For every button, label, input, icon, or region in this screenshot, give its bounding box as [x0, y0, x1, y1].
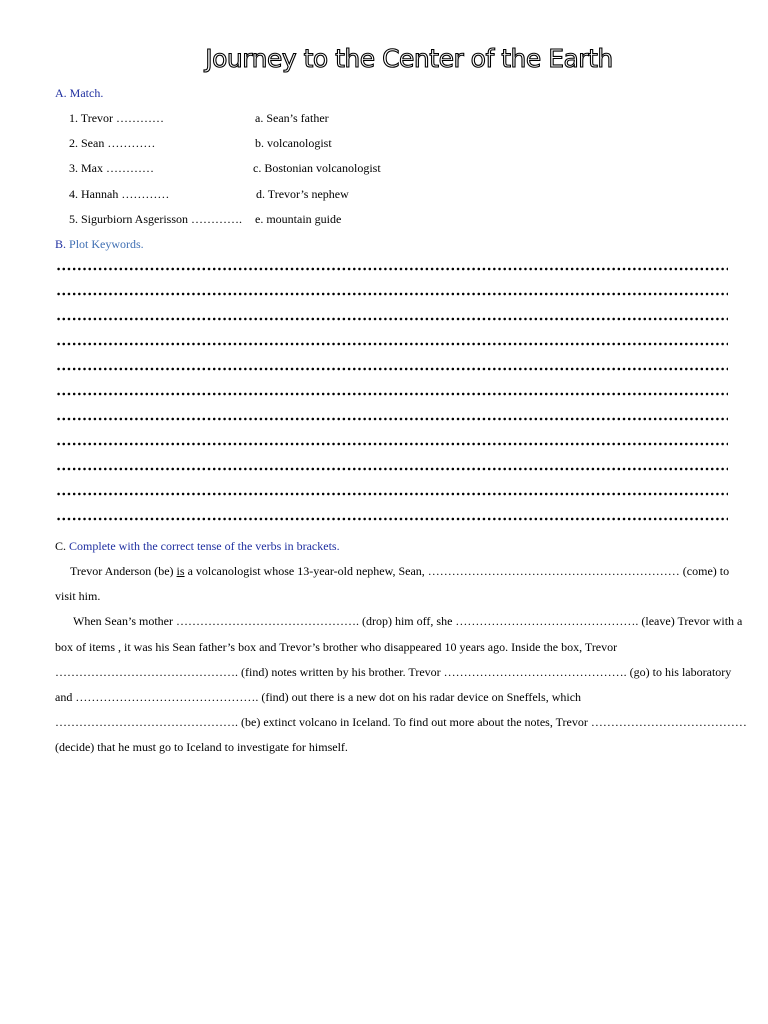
match-option-e: e. mountain guide	[255, 212, 342, 226]
answer-dotted-line[interactable]	[55, 315, 728, 323]
passage-line-2: visit him.	[55, 589, 101, 603]
match-option-a: a. Sean’s father	[255, 111, 329, 125]
section-b-heading	[55, 237, 144, 252]
match-item-3: 3. Max …………	[69, 161, 154, 175]
section-b-letter: B.	[55, 237, 67, 251]
passage-example-answer: is	[176, 564, 185, 578]
passage-text: a volcanologist whose 13-year-old nephew, Sean, ……………………………………………………… (come) to	[184, 564, 730, 578]
match-option-c: c. Bostonian volcanologist	[253, 161, 381, 175]
section-c-title: Complete with the correct tense of the verbs in brackets.	[69, 539, 340, 553]
passage-line-1	[70, 564, 730, 579]
answer-dotted-line[interactable]	[55, 515, 728, 523]
section-a-title: Match.	[69, 86, 104, 100]
passage-line-4: box of items , it was his Sean father’s box and Trevor’s brother who disappeared 10 years ago. Inside the box, Trevor	[55, 640, 618, 654]
match-item-5: 5. Sigurbiorn Asgerisson ………….	[69, 212, 243, 226]
match-item-1: 1. Trevor …………	[69, 111, 165, 125]
section-c-heading	[55, 539, 340, 554]
passage-line-7: ………………………………………. (be) extinct volcano in Iceland. To find out more about the notes, Trevor …………………………………	[55, 715, 747, 729]
passage-line-5: ………………………………………. (find) notes written by his brother. Trevor ………………………………………. (go) to his laboratory	[55, 665, 732, 679]
passage-line-6: and ………………………………………. (find) out there is a new dot on his radar device on Sneffels, which	[55, 690, 582, 704]
answer-dotted-line[interactable]	[55, 390, 728, 398]
match-option-b: b. volcanologist	[255, 136, 332, 150]
section-c-letter: C.	[55, 539, 67, 553]
answer-dotted-line[interactable]	[55, 440, 728, 448]
answer-dotted-line[interactable]	[55, 490, 728, 498]
section-b-title: Plot Keywords.	[69, 237, 144, 251]
match-item-2: 2. Sean …………	[69, 136, 156, 150]
match-option-d: d. Trevor’s nephew	[256, 187, 349, 201]
answer-dotted-line[interactable]	[55, 365, 728, 373]
passage-text: Trevor Anderson (be)	[70, 564, 177, 578]
answer-dotted-line[interactable]	[55, 465, 728, 473]
answer-dotted-line[interactable]	[55, 265, 728, 273]
answer-dotted-line[interactable]	[55, 290, 728, 298]
section-a-letter: A.	[55, 86, 67, 100]
passage-line-3: When Sean’s mother ………………………………………. (drop) him off, she ………………………………………. (leave) Trevor with a	[73, 614, 743, 628]
match-item-4: 4. Hannah …………	[69, 187, 170, 201]
page-title: Journey to the Center of the Earth	[205, 44, 613, 73]
passage-line-8: (decide) that he must go to Iceland to investigate for himself.	[55, 740, 348, 754]
answer-dotted-line[interactable]	[55, 415, 728, 423]
section-a-heading	[55, 86, 103, 101]
answer-dotted-line[interactable]	[55, 340, 728, 348]
